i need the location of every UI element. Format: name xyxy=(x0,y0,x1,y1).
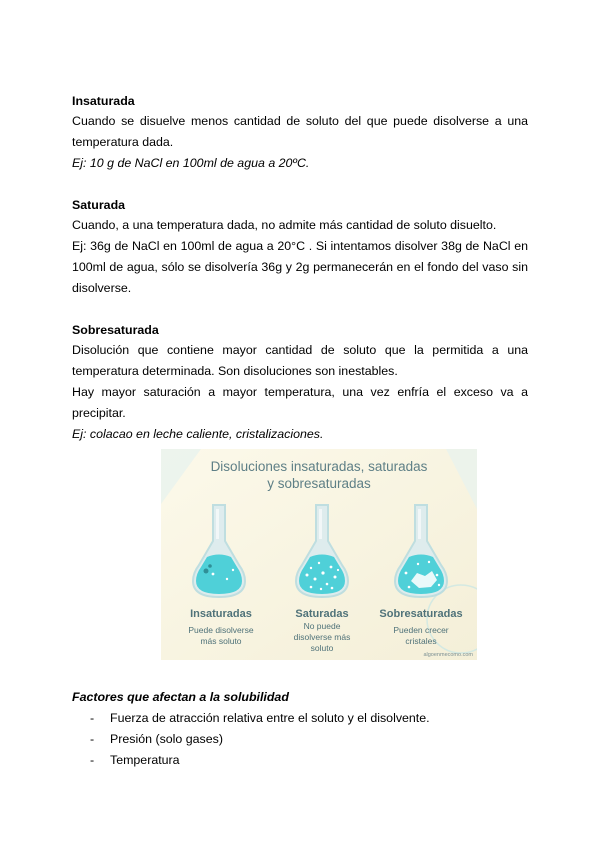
bullet-dash: - xyxy=(90,753,95,767)
paragraph: Cuando, a una temperatura dada, no admite más cantidad de soluto disuelto. xyxy=(72,218,497,232)
figure-credit: algoenmecomo.com xyxy=(423,652,473,658)
section-heading: Saturada xyxy=(72,198,126,212)
bullet-dash: - xyxy=(90,732,95,746)
section-sobresaturada xyxy=(72,320,528,445)
flask-description: Pueden crecer xyxy=(393,625,449,635)
flask-label: Saturadas xyxy=(295,608,349,620)
factors-heading: Factores que afectan a la solubilidad xyxy=(72,690,289,704)
section-heading: Sobresaturada xyxy=(72,323,159,337)
flask-label: Sobresaturadas xyxy=(379,608,463,620)
flask-description: más soluto xyxy=(200,636,242,646)
flask-label: Insaturadas xyxy=(190,608,252,620)
paragraph: Hay mayor saturación a mayor temperatura, una vez enfría el exceso va a precipitar. xyxy=(72,385,528,420)
paragraph: Disolución que contiene mayor cantidad de soluto que la permitida a una temperatura determinada. Son disoluciones son inestables. xyxy=(72,343,528,378)
flask-description: disolverse más xyxy=(293,632,351,642)
section-insaturada xyxy=(72,91,528,174)
example-text: Ej: 10 g de NaCl en 100ml de agua a 20ºC. xyxy=(72,156,310,170)
bullet-dash: - xyxy=(90,711,95,725)
list-item xyxy=(72,729,528,750)
flask-description: Puede disolverse xyxy=(188,625,254,635)
example-text: Ej: 36g de NaCl en 100ml de agua a 20°C . Si intentamos disolver 38g de NaCl en 100ml de agua, sólo se disolvería 36g y 2g permanecerán en el fondo del vaso sin disolverse. xyxy=(72,239,528,295)
figure-title-line2: y sobresaturadas xyxy=(267,476,371,491)
flask-description: cristales xyxy=(405,636,437,646)
flask-description: soluto xyxy=(310,643,334,653)
list-item xyxy=(72,750,528,771)
example-text: Ej: colacao en leche caliente, cristalizaciones. xyxy=(72,427,324,441)
flask-description: No puede xyxy=(303,621,341,631)
paragraph: Cuando se disuelve menos cantidad de soluto del que puede disolverse a una temperatura dada. xyxy=(72,114,528,149)
list-item-text: Temperatura xyxy=(110,753,180,767)
section-saturada xyxy=(72,195,528,299)
list-item xyxy=(72,708,528,729)
list-item-text: Presión (solo gases) xyxy=(110,732,223,746)
factors-list xyxy=(72,708,528,771)
factors-section xyxy=(72,687,528,771)
section-heading: Insaturada xyxy=(72,94,135,108)
solutions-infographic xyxy=(161,449,477,660)
list-item-text: Fuerza de atracción relativa entre el soluto y el disolvente. xyxy=(110,711,430,725)
figure-title-line1: Disoluciones insaturadas, saturadas xyxy=(210,459,428,474)
